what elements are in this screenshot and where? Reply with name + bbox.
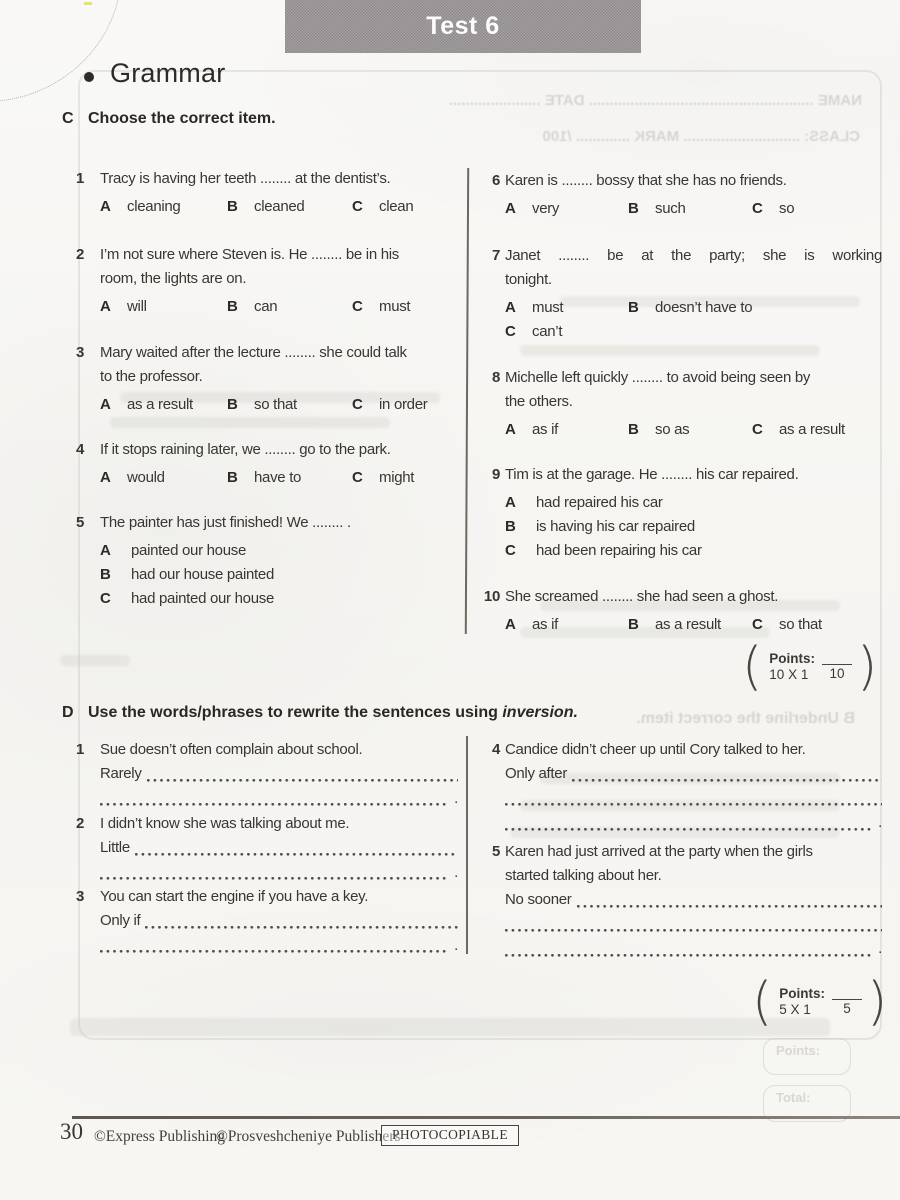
answer-line xyxy=(505,913,882,938)
option-letter: C xyxy=(352,469,363,486)
question-stem: Janet ........ be at the party; she is working xyxy=(505,247,882,264)
option-letter: C xyxy=(752,421,763,438)
option-a xyxy=(100,195,180,219)
bullet-icon xyxy=(84,72,94,82)
option-c xyxy=(352,195,413,219)
option-letter: C xyxy=(752,200,763,217)
page-number: 30 xyxy=(60,1119,83,1144)
option-text: had repaired his car xyxy=(536,494,663,511)
points-label: Points: xyxy=(769,651,816,666)
option-b xyxy=(227,466,301,490)
option-b xyxy=(628,418,689,442)
question-number: 2 xyxy=(76,815,85,832)
option-letter: B xyxy=(227,298,238,315)
option-b xyxy=(100,563,458,587)
option-b xyxy=(227,295,277,319)
bleedthrough-text: NAME ...................................................... DATE ...................... xyxy=(448,92,862,109)
option-c xyxy=(752,613,822,637)
question-stem: Karen is ........ bossy that she has no friends. xyxy=(505,172,787,189)
question-stem: Michelle left quickly ........ to avoid being seen by xyxy=(505,369,811,386)
option-c xyxy=(752,418,845,442)
publisher-credit: ©Express Publishing xyxy=(94,1128,226,1145)
answer-blank xyxy=(100,787,448,812)
question-stem: the others. xyxy=(505,393,573,410)
option-text: such xyxy=(655,200,686,217)
paren-open: ( xyxy=(742,637,763,697)
test-title-banner xyxy=(285,0,641,53)
option-a xyxy=(100,466,165,490)
option-text: very xyxy=(532,200,560,217)
sentence: started talking about her. xyxy=(505,867,662,884)
bleedthrough-text: B Underline the correct item. xyxy=(636,710,855,727)
section-d-title-text: Use the words/phrases to rewrite the sentences using xyxy=(88,704,503,721)
line-end-period: . xyxy=(454,936,458,954)
points-formula: 5 X 1 xyxy=(779,1002,811,1017)
rewrite-item-d5 xyxy=(474,840,882,962)
paren-open: ( xyxy=(752,972,773,1032)
grammar-heading-label: Grammar xyxy=(110,58,226,88)
option-letter: C xyxy=(505,542,516,559)
option-c xyxy=(352,393,427,417)
question-number: 4 xyxy=(76,441,85,458)
answer-blank xyxy=(135,836,458,861)
option-letter: B xyxy=(505,518,516,535)
option-text: as a result xyxy=(655,616,721,633)
option-a xyxy=(505,491,882,515)
option-letter: B xyxy=(628,616,639,633)
section-d-title xyxy=(88,704,578,722)
sentence: Candice didn’t cheer up until Cory talked to her. xyxy=(505,741,806,758)
question-number: 7 xyxy=(491,247,500,264)
option-text: might xyxy=(379,469,415,486)
answer-line xyxy=(505,811,882,836)
option-a xyxy=(100,295,147,319)
rewrite-item-d2 xyxy=(76,812,458,885)
answer-blank xyxy=(147,762,458,787)
option-text: doesn’t have to xyxy=(655,299,753,316)
points-formula: 10 X 1 xyxy=(769,667,809,682)
question-number: 2 xyxy=(76,246,85,263)
option-letter: A xyxy=(100,298,111,315)
option-a xyxy=(505,296,563,320)
points-blank xyxy=(832,987,862,1000)
option-c xyxy=(752,197,794,221)
answer-blank xyxy=(572,762,882,787)
rewrite-prompt: Little xyxy=(100,839,130,856)
rewrite-item-d4 xyxy=(474,738,882,836)
option-text: had our house painted xyxy=(131,566,274,583)
question-number: 3 xyxy=(76,344,85,361)
section-c-heading xyxy=(62,110,276,128)
column-divider xyxy=(466,736,468,954)
question-number: 1 xyxy=(76,741,85,758)
bleedthrough-smudge xyxy=(60,655,130,666)
option-a xyxy=(100,539,458,563)
question-stem: room, the lights are on. xyxy=(100,270,247,287)
option-b xyxy=(505,515,882,539)
points-label: Points: xyxy=(779,986,826,1001)
grammar-heading xyxy=(84,58,225,89)
bleedthrough-points-box: Points: xyxy=(763,1038,851,1075)
question-c5 xyxy=(76,511,458,611)
bleedthrough-smudge xyxy=(70,1018,830,1036)
option-letter: B xyxy=(227,396,238,413)
option-letter: C xyxy=(352,198,363,215)
rewrite-prompt: Only after xyxy=(505,765,568,782)
answer-line xyxy=(100,909,458,934)
rewrite-item-d1 xyxy=(76,738,458,811)
option-a xyxy=(100,393,193,417)
option-text: had been repairing his car xyxy=(536,542,702,559)
question-number: 8 xyxy=(491,369,500,386)
answer-line xyxy=(505,762,882,787)
option-c xyxy=(100,587,458,611)
question-stem: The painter has just finished! We ........ . xyxy=(100,514,351,531)
answer-line xyxy=(100,762,458,787)
question-stem: Tim is at the garage. He ........ his car repaired. xyxy=(505,466,799,483)
answer-blank xyxy=(145,909,458,934)
question-stem: Tracy is having her teeth ........ at the dentist’s. xyxy=(100,170,391,187)
option-letter: A xyxy=(100,542,111,559)
points-box-d xyxy=(752,972,888,1032)
points-blank xyxy=(822,652,852,665)
points-total: 10 xyxy=(829,666,845,681)
option-text: so that xyxy=(254,396,297,413)
question-c2 xyxy=(76,243,458,319)
test-title: Test 6 xyxy=(426,12,500,40)
question-c6 xyxy=(474,169,882,221)
option-text: as if xyxy=(532,421,559,438)
question-stem: If it stops raining later, we ........ go to the park. xyxy=(100,441,391,458)
option-text: can xyxy=(254,298,278,315)
line-end-period: . xyxy=(454,863,458,881)
points-box-c xyxy=(742,637,878,697)
option-b xyxy=(227,195,304,219)
paren-close: ) xyxy=(857,637,878,697)
question-number: 4 xyxy=(491,741,500,758)
option-b xyxy=(628,197,686,221)
answer-blank xyxy=(577,888,882,913)
option-c xyxy=(505,320,562,344)
paren-close: ) xyxy=(867,972,888,1032)
question-stem: She screamed ........ she had seen a ghost. xyxy=(505,588,779,605)
option-letter: B xyxy=(100,566,111,583)
question-c1 xyxy=(76,167,458,219)
question-c9 xyxy=(474,463,882,563)
option-text: cleaned xyxy=(254,198,305,215)
answer-line xyxy=(505,888,882,913)
sentence: Karen had just arrived at the party when the girls xyxy=(505,843,813,860)
option-b xyxy=(628,613,721,637)
option-letter: A xyxy=(100,469,111,486)
option-text: is having his car repaired xyxy=(536,518,695,535)
sentence: I didn’t know she was talking about me. xyxy=(100,815,350,832)
option-letter: B xyxy=(227,198,238,215)
question-stem: tonight. xyxy=(505,271,552,288)
option-letter: A xyxy=(505,421,516,438)
option-letter: A xyxy=(505,494,516,511)
question-c7 xyxy=(474,244,882,344)
answer-blank xyxy=(505,787,882,812)
option-text: as a result xyxy=(127,396,193,413)
bleedthrough-total-box: Total: xyxy=(763,1085,851,1122)
option-text: so xyxy=(779,200,795,217)
question-c3 xyxy=(76,341,458,417)
question-number: 5 xyxy=(76,514,85,531)
answer-blank xyxy=(505,811,872,836)
option-text: cleaning xyxy=(127,198,181,215)
option-c xyxy=(352,295,410,319)
question-number: 5 xyxy=(491,843,500,860)
question-stem: Mary waited after the lecture ........ she could talk xyxy=(100,344,407,361)
option-text: as if xyxy=(532,616,559,633)
publisher-credit: ©Prosveshcheniye Publishers xyxy=(216,1128,401,1145)
option-letter: B xyxy=(227,469,238,486)
option-letter: A xyxy=(100,198,111,215)
answer-blank xyxy=(505,913,882,938)
option-c xyxy=(505,539,882,563)
rewrite-prompt: Rarely xyxy=(100,765,142,782)
question-c8 xyxy=(474,366,882,442)
photocopiable-stamp: PHOTOCOPIABLE xyxy=(381,1125,519,1146)
rewrite-item-d3 xyxy=(76,885,458,958)
option-a xyxy=(505,418,558,442)
question-stem: to the professor. xyxy=(100,368,203,385)
question-c4 xyxy=(76,438,458,490)
answer-line xyxy=(100,934,458,959)
answer-line xyxy=(100,836,458,861)
line-end-period: . xyxy=(454,789,458,807)
question-number: 10 xyxy=(483,588,500,605)
option-letter: C xyxy=(752,616,763,633)
section-c-label: C xyxy=(62,110,74,127)
section-d-title-italic: inversion. xyxy=(502,704,578,721)
section-d-label: D xyxy=(62,704,74,721)
answer-blank xyxy=(100,861,448,886)
question-number: 3 xyxy=(76,888,85,905)
option-letter: C xyxy=(100,590,111,607)
section-d-heading xyxy=(62,704,868,722)
option-text: painted our house xyxy=(131,542,246,559)
option-letter: A xyxy=(505,299,516,316)
option-b xyxy=(227,393,297,417)
option-text: must xyxy=(532,299,564,316)
option-text: as a result xyxy=(779,421,845,438)
option-b xyxy=(628,296,752,320)
question-stem: I’m not sure where Steven is. He ........ be in his xyxy=(100,246,400,263)
footer-rule xyxy=(72,1116,900,1119)
line-end-period: . xyxy=(878,814,882,831)
question-number: 9 xyxy=(491,466,500,483)
option-a xyxy=(505,197,559,221)
option-text: had painted our house xyxy=(131,590,274,607)
option-letter: C xyxy=(352,396,363,413)
question-c10 xyxy=(474,585,882,637)
option-text: clean xyxy=(379,198,414,215)
question-number: 6 xyxy=(491,172,500,189)
answer-line xyxy=(505,787,882,812)
option-text: have to xyxy=(254,469,302,486)
section-c-title: Choose the correct item. xyxy=(88,110,276,127)
option-letter: B xyxy=(628,299,639,316)
option-letter: A xyxy=(505,200,516,217)
sentence: You can start the engine if you have a key. xyxy=(100,888,369,905)
rewrite-prompt: No sooner xyxy=(505,891,572,908)
option-text: will xyxy=(127,298,147,315)
answer-line xyxy=(505,937,882,962)
sentence: Sue doesn’t often complain about school. xyxy=(100,741,363,758)
bleedthrough-smudge xyxy=(110,417,390,428)
answer-blank xyxy=(505,937,872,962)
option-letter: B xyxy=(628,200,639,217)
option-text: in order xyxy=(379,396,428,413)
option-letter: B xyxy=(628,421,639,438)
option-a xyxy=(505,613,558,637)
bleedthrough-smudge xyxy=(520,345,820,356)
answer-line xyxy=(100,787,458,812)
option-c xyxy=(352,466,414,490)
scan-speck xyxy=(84,2,92,5)
rewrite-prompt: Only if xyxy=(100,912,141,929)
bleedthrough-text: CLASS: ............................ MARK ............. /100 xyxy=(542,128,860,145)
answer-blank xyxy=(100,934,448,959)
line-end-period: . xyxy=(878,940,882,957)
option-text: can’t xyxy=(532,323,563,340)
option-letter: C xyxy=(352,298,363,315)
option-text: so as xyxy=(655,421,690,438)
option-text: would xyxy=(127,469,165,486)
question-number: 1 xyxy=(76,170,85,187)
option-letter: C xyxy=(505,323,516,340)
option-letter: A xyxy=(505,616,516,633)
option-text: so that xyxy=(779,616,822,633)
points-total: 5 xyxy=(843,1001,851,1016)
option-letter: A xyxy=(100,396,111,413)
answer-line xyxy=(100,861,458,886)
option-text: must xyxy=(379,298,411,315)
